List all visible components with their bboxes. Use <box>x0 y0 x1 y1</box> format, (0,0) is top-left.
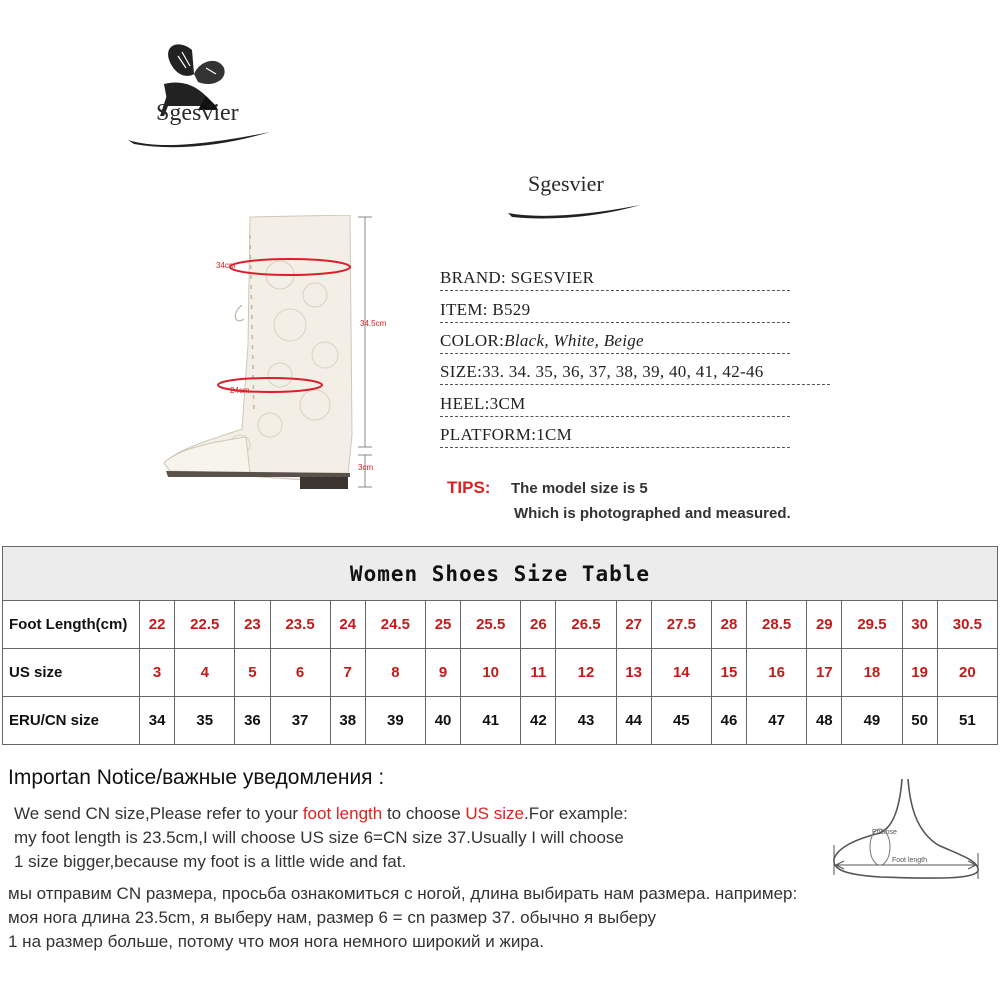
spec-color-label: COLOR: <box>440 331 505 350</box>
spec-item-value: B529 <box>492 300 531 319</box>
foot-diagram <box>820 775 990 895</box>
spec-size-value: 33. 34. 35, 36, 37, 38, 39, 40, 41, 42-46 <box>482 362 764 381</box>
spec-brand-label: BRAND: <box>440 268 507 287</box>
size-table <box>2 546 998 745</box>
size-table-cell: 29.5 <box>842 601 902 649</box>
notice-en-text: .For example: <box>523 804 628 823</box>
size-table-cell: 8 <box>365 649 425 697</box>
notice-en-text: We send CN size,Please refer to your <box>14 804 303 823</box>
brand-logo-small-text: Sgesvier <box>528 171 604 196</box>
size-table-cell: 3 <box>140 649 175 697</box>
size-table-row-label: ERU/CN size <box>3 697 140 745</box>
size-table-cell: 17 <box>807 649 842 697</box>
size-table-cell: 30 <box>902 601 937 649</box>
size-table-row <box>3 697 998 745</box>
size-table-row <box>3 649 998 697</box>
size-table-cell: 49 <box>842 697 902 745</box>
size-table-cell: 36 <box>235 697 270 745</box>
size-table-cell: 28.5 <box>747 601 807 649</box>
spec-item <box>440 300 790 323</box>
foot-length-label: Foot length <box>892 857 928 864</box>
size-table-cell: 37 <box>270 697 330 745</box>
notice-ru-line-3: 1 на размер больше, потому что моя нога немного широкий и жира. <box>8 932 544 951</box>
size-table-cell: 29 <box>807 601 842 649</box>
notice-en-text: to choose <box>382 804 466 823</box>
spec-size-label: SIZE: <box>440 362 483 381</box>
size-table-cell: 12 <box>556 649 616 697</box>
spec-brand-value: SGESVIER <box>510 268 595 287</box>
size-table-cell: 48 <box>807 697 842 745</box>
size-table-cell: 38 <box>330 697 365 745</box>
size-table-cell: 6 <box>270 649 330 697</box>
size-table-cell: 9 <box>425 649 460 697</box>
notice-en-line-3: 1 size bigger,because my foot is a little wide and fat. <box>14 852 407 871</box>
size-table-cell: 42 <box>521 697 556 745</box>
spec-color-value: Black, White, Beige <box>504 331 644 350</box>
spec-size <box>440 362 830 385</box>
size-table-title-row <box>3 547 998 601</box>
lace-boot-icon <box>150 215 400 495</box>
notice-en-line-2: my foot length is 23.5cm,I will choose US size 6=CN size 37.Usually I will choose <box>14 828 624 847</box>
tips-line-2: Which is photographed and measured. <box>514 505 791 522</box>
notice-highlight-us-size: US size <box>465 804 524 823</box>
size-table-cell: 24 <box>330 601 365 649</box>
size-table-cell: 26 <box>521 601 556 649</box>
spec-platform <box>440 425 790 448</box>
size-table-cell: 22.5 <box>175 601 235 649</box>
size-table-row-label: Foot Length(cm) <box>3 601 140 649</box>
size-table-cell: 7 <box>330 649 365 697</box>
notice-en-line-1 <box>14 804 628 824</box>
spec-color <box>440 331 790 354</box>
size-table-cell: 27.5 <box>651 601 711 649</box>
heel-measure-label: 3cm <box>358 463 374 472</box>
foot-outline-icon <box>820 775 990 895</box>
size-table-cell: 11 <box>521 649 556 697</box>
notice-ru-line-1: мы отправим CN размера, просьба ознакомиться с ногой, длина выбирать нам размера. например: <box>8 884 798 903</box>
size-table-cell: 46 <box>711 697 746 745</box>
size-table-cell: 15 <box>711 649 746 697</box>
size-table-cell: 26.5 <box>556 601 616 649</box>
size-table-cell: 35 <box>175 697 235 745</box>
size-table-cell: 23.5 <box>270 601 330 649</box>
shaft-measure-label: 34.5cm <box>360 319 387 328</box>
tips-label: TIPS: <box>447 478 491 497</box>
spec-brand <box>440 268 790 291</box>
spec-heel <box>440 394 790 417</box>
notice-highlight-foot-length: foot length <box>302 804 383 823</box>
size-table-cell: 18 <box>842 649 902 697</box>
ankle-measure-label: 24cm <box>230 386 250 395</box>
size-table-cell: 44 <box>616 697 651 745</box>
size-table-row-label: US size <box>3 649 140 697</box>
size-table-cell: 25 <box>425 601 460 649</box>
spec-platform-label: PLATFORM: <box>440 425 537 444</box>
brand-logo <box>120 40 290 160</box>
size-table-cell: 30.5 <box>937 601 997 649</box>
size-table-cell: 4 <box>175 649 235 697</box>
size-table-cell: 40 <box>425 697 460 745</box>
foot-enclose-label: Enclose <box>872 829 897 836</box>
tips-line-1: The model size is 5 <box>511 480 648 497</box>
size-table-cell: 22 <box>140 601 175 649</box>
size-table-cell: 28 <box>711 601 746 649</box>
spec-item-label: ITEM: <box>440 300 488 319</box>
size-table-cell: 27 <box>616 601 651 649</box>
size-table-cell: 16 <box>747 649 807 697</box>
size-table-cell: 47 <box>747 697 807 745</box>
spec-heel-value: 3CM <box>489 394 526 413</box>
size-table-cell: 23 <box>235 601 270 649</box>
calf-measure-label: 34cm <box>216 261 236 270</box>
spec-heel-label: HEEL: <box>440 394 490 413</box>
size-table-cell: 34 <box>140 697 175 745</box>
size-table-cell: 25.5 <box>461 601 521 649</box>
size-table-cell: 41 <box>461 697 521 745</box>
size-table-cell: 5 <box>235 649 270 697</box>
brand-logo-text: Sgesvier <box>156 100 239 126</box>
size-table-cell: 24.5 <box>365 601 425 649</box>
brand-logo-small <box>500 165 650 225</box>
size-table-row <box>3 601 998 649</box>
size-table-cell: 19 <box>902 649 937 697</box>
size-table-cell: 20 <box>937 649 997 697</box>
size-table-cell: 14 <box>651 649 711 697</box>
size-table-cell: 43 <box>556 697 616 745</box>
size-table-cell: 13 <box>616 649 651 697</box>
notice-title: Importan Notice/важные уведомления : <box>8 766 385 789</box>
boot-image <box>150 215 400 495</box>
swoosh-icon <box>500 191 650 221</box>
size-table-cell: 10 <box>461 649 521 697</box>
size-table-cell: 39 <box>365 697 425 745</box>
size-table-cell: 45 <box>651 697 711 745</box>
notice-ru-line-2: моя нога длина 23.5cm, я выберу нам, размер 6 = cn размер 37. обычно я выберу <box>8 908 656 927</box>
size-table-title: Women Shoes Size Table <box>3 547 998 601</box>
size-table-cell: 51 <box>937 697 997 745</box>
spec-platform-value: 1CM <box>536 425 573 444</box>
size-table-cell: 50 <box>902 697 937 745</box>
